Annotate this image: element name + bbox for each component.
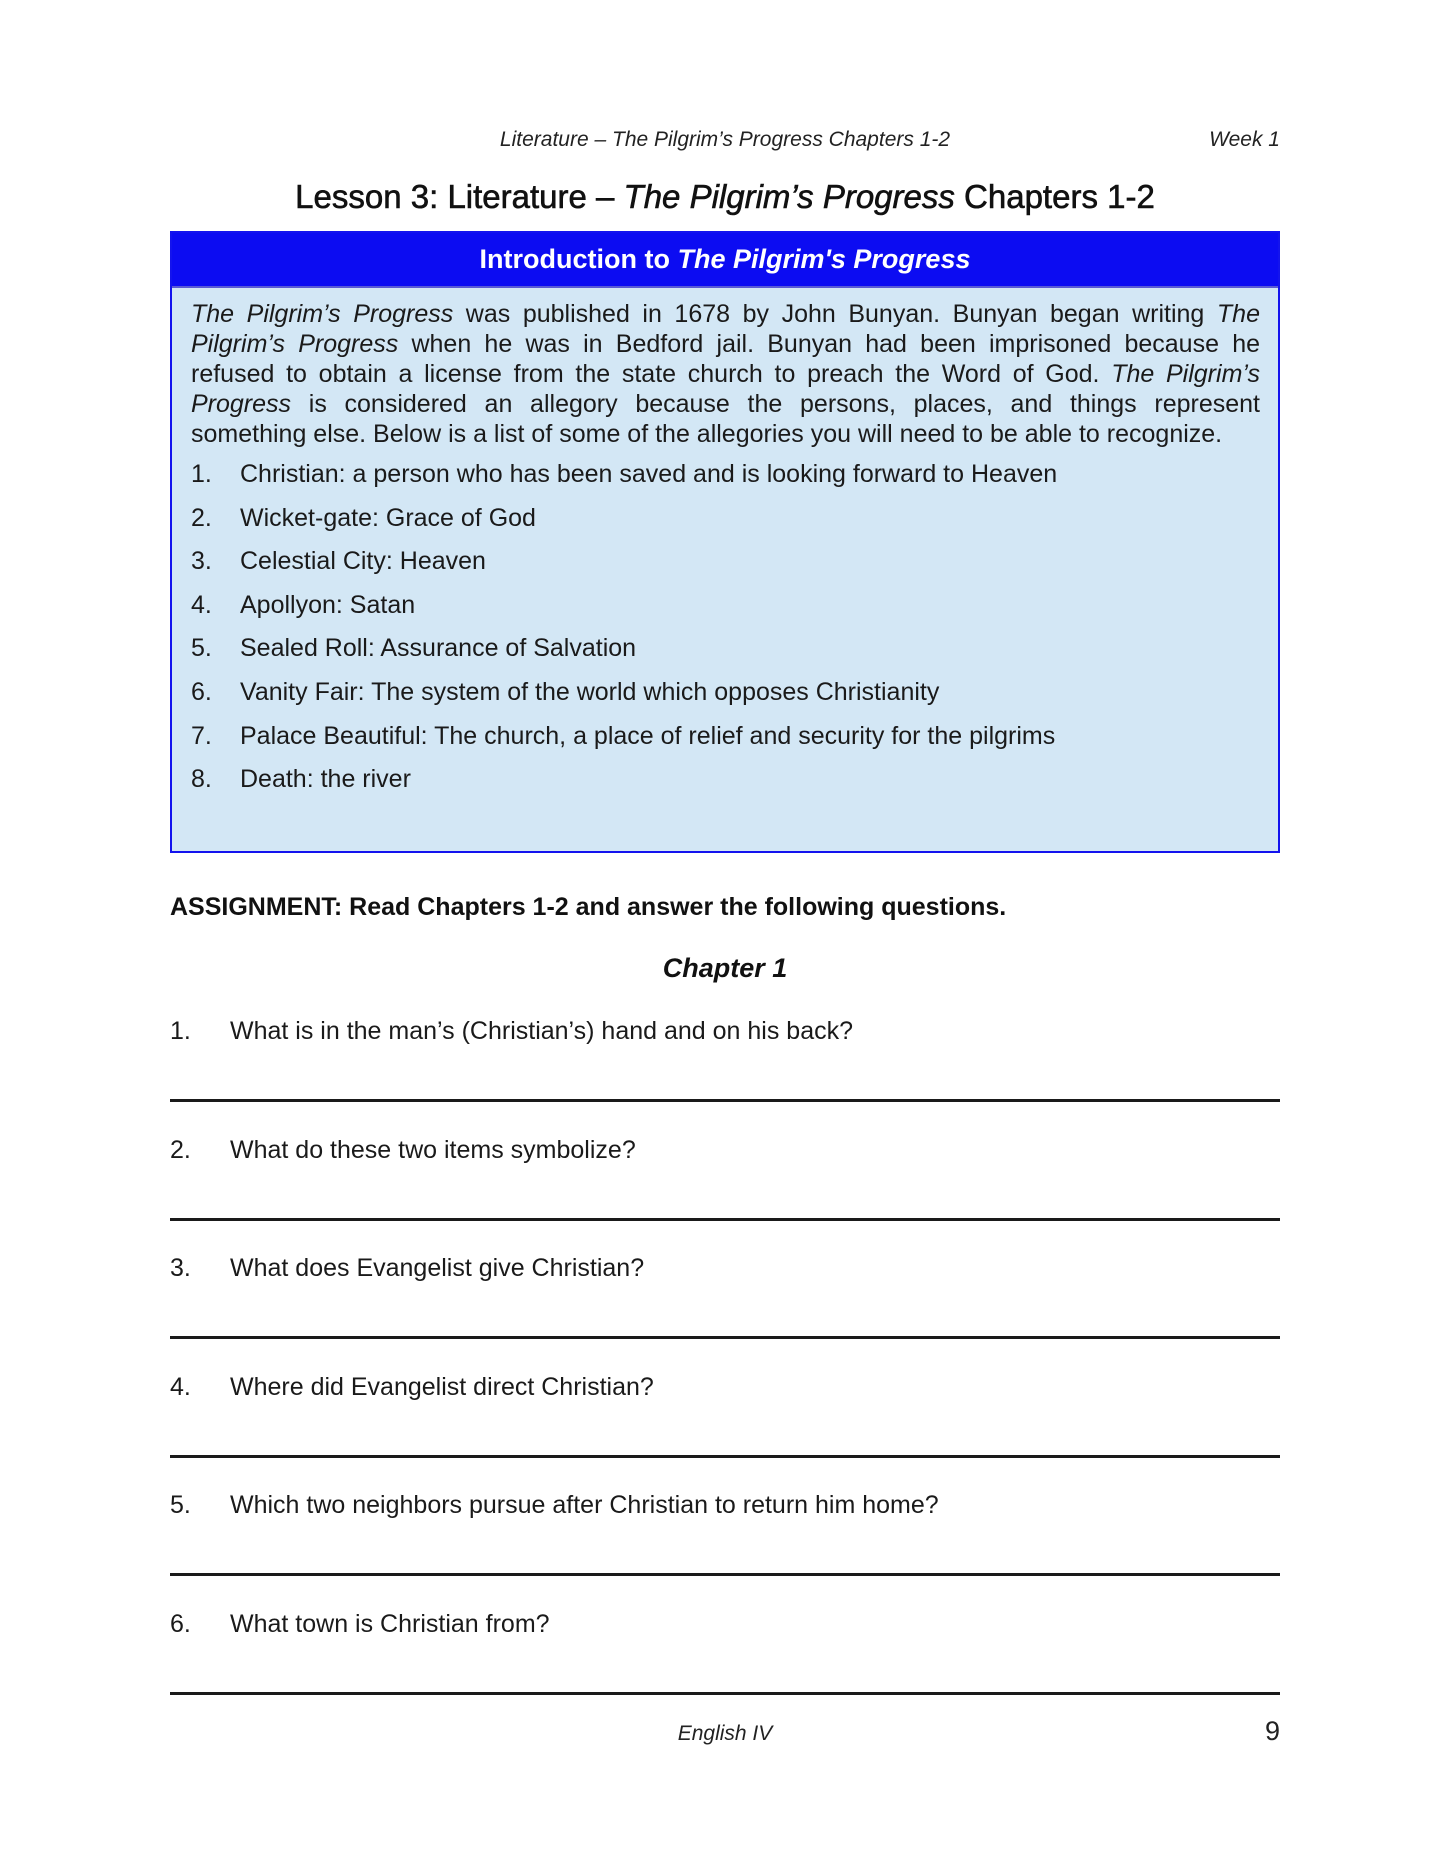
- answer-line[interactable]: [170, 1218, 1280, 1221]
- paragraph-text: when he was in Bedford jail. Bunyan had been imprisoned because he refused to obtain a license from the state church to preach the Word of God.: [191, 330, 1260, 388]
- allegory-item-text: Vanity Fair: The system of the world which opposes Christianity: [240, 677, 940, 706]
- answer-line[interactable]: [170, 1099, 1280, 1102]
- chapter-heading: Chapter 1: [662, 953, 788, 983]
- question-text: Which two neighbors pursue after Christian to return him home?: [230, 1491, 939, 1520]
- question-text: What is in the man’s (Christian’s) hand and on his back?: [230, 1017, 854, 1045]
- introduction-header-prefix: Introduction to: [479, 244, 678, 274]
- allegory-item-text: Christian: a person who has been saved and is looking forward to Heaven: [240, 460, 1058, 488]
- allegory-item-number: 5.: [191, 634, 212, 663]
- book-title-italic: The Pilgrim’s Progress: [191, 300, 454, 328]
- introduction-paragraph: [191, 299, 1260, 449]
- running-header: [170, 128, 1280, 156]
- question-text: What do these two items symbolize?: [230, 1135, 636, 1164]
- allegory-item: [191, 633, 1260, 677]
- lesson-title-suffix: Chapters 1-2: [954, 178, 1155, 215]
- allegory-item-text: Sealed Roll: Assurance of Salvation: [240, 634, 637, 663]
- allegory-item-number: 8.: [191, 765, 212, 794]
- allegory-item: [191, 721, 1260, 765]
- lesson-title-prefix: Lesson 3: Literature –: [295, 178, 624, 215]
- allegory-item: [191, 590, 1260, 634]
- allegory-item-text: Wicket-gate: Grace of God: [240, 503, 536, 532]
- question-text: What town is Christian from?: [230, 1610, 550, 1638]
- allegory-item-number: 6.: [191, 677, 212, 706]
- allegory-list: [191, 459, 1260, 808]
- running-header-week: Week 1: [1209, 128, 1280, 151]
- allegory-item-number: 4.: [191, 590, 212, 619]
- page-number: 9: [1264, 1716, 1280, 1746]
- allegory-item: [191, 503, 1260, 547]
- introduction-box-body: [172, 288, 1278, 808]
- allegory-item-text: Palace Beautiful: The church, a place of relief and security for the pilgrims: [240, 721, 1056, 750]
- assignment-instructions: ASSIGNMENT: Read Chapters 1-2 and answer the following questions.: [170, 893, 1007, 921]
- lesson-title: [170, 178, 1280, 216]
- question-number: 6.: [170, 1610, 191, 1638]
- allegory-item: [191, 546, 1260, 590]
- paragraph-text: was published in 1678 by John Bunyan. Bunyan began writing: [453, 300, 1217, 328]
- worksheet-page: [170, 0, 1280, 1870]
- allegory-item-number: 3.: [191, 547, 212, 576]
- paragraph-text: is considered an allegory because the persons, places, and things represent something else. Below is a list of some of the allegories you will need to be able to recognize.: [191, 390, 1260, 448]
- answer-line[interactable]: [170, 1573, 1280, 1576]
- allegory-item: [191, 677, 1260, 721]
- answer-line[interactable]: [170, 1455, 1280, 1458]
- question-text: Where did Evangelist direct Christian?: [230, 1372, 654, 1401]
- allegory-item-text: Death: the river: [240, 765, 411, 794]
- book-title-italic: The Pilgrim’s Progress: [191, 360, 1260, 418]
- question-number: 1.: [170, 1017, 191, 1045]
- allegory-item: [191, 459, 1260, 503]
- allegory-item-text: Celestial City: Heaven: [240, 547, 486, 576]
- allegory-item-text: Apollyon: Satan: [240, 590, 416, 619]
- allegory-item-number: 2.: [191, 503, 212, 532]
- allegory-item-number: 7.: [191, 721, 212, 750]
- question-number: 3.: [170, 1254, 191, 1283]
- book-title-italic: The Pilgrim’s Progress: [191, 300, 1260, 358]
- question-number: 4.: [170, 1372, 191, 1401]
- introduction-box-header: [172, 233, 1278, 288]
- running-header-title: Literature – The Pilgrim’s Progress Chapters 1-2: [499, 128, 951, 151]
- introduction-box: [170, 231, 1280, 853]
- footer-course: English IV: [677, 1722, 773, 1745]
- allegory-item-number: 1.: [191, 460, 212, 488]
- question-text: What does Evangelist give Christian?: [230, 1254, 645, 1283]
- question-number: 5.: [170, 1491, 191, 1520]
- question-number: 2.: [170, 1135, 191, 1164]
- allegory-item: [191, 764, 1260, 808]
- lesson-title-book: The Pilgrim’s Progress: [623, 178, 955, 215]
- introduction-header-book: The Pilgrim's Progress: [677, 244, 971, 274]
- answer-line[interactable]: [170, 1692, 1280, 1695]
- answer-line[interactable]: [170, 1336, 1280, 1339]
